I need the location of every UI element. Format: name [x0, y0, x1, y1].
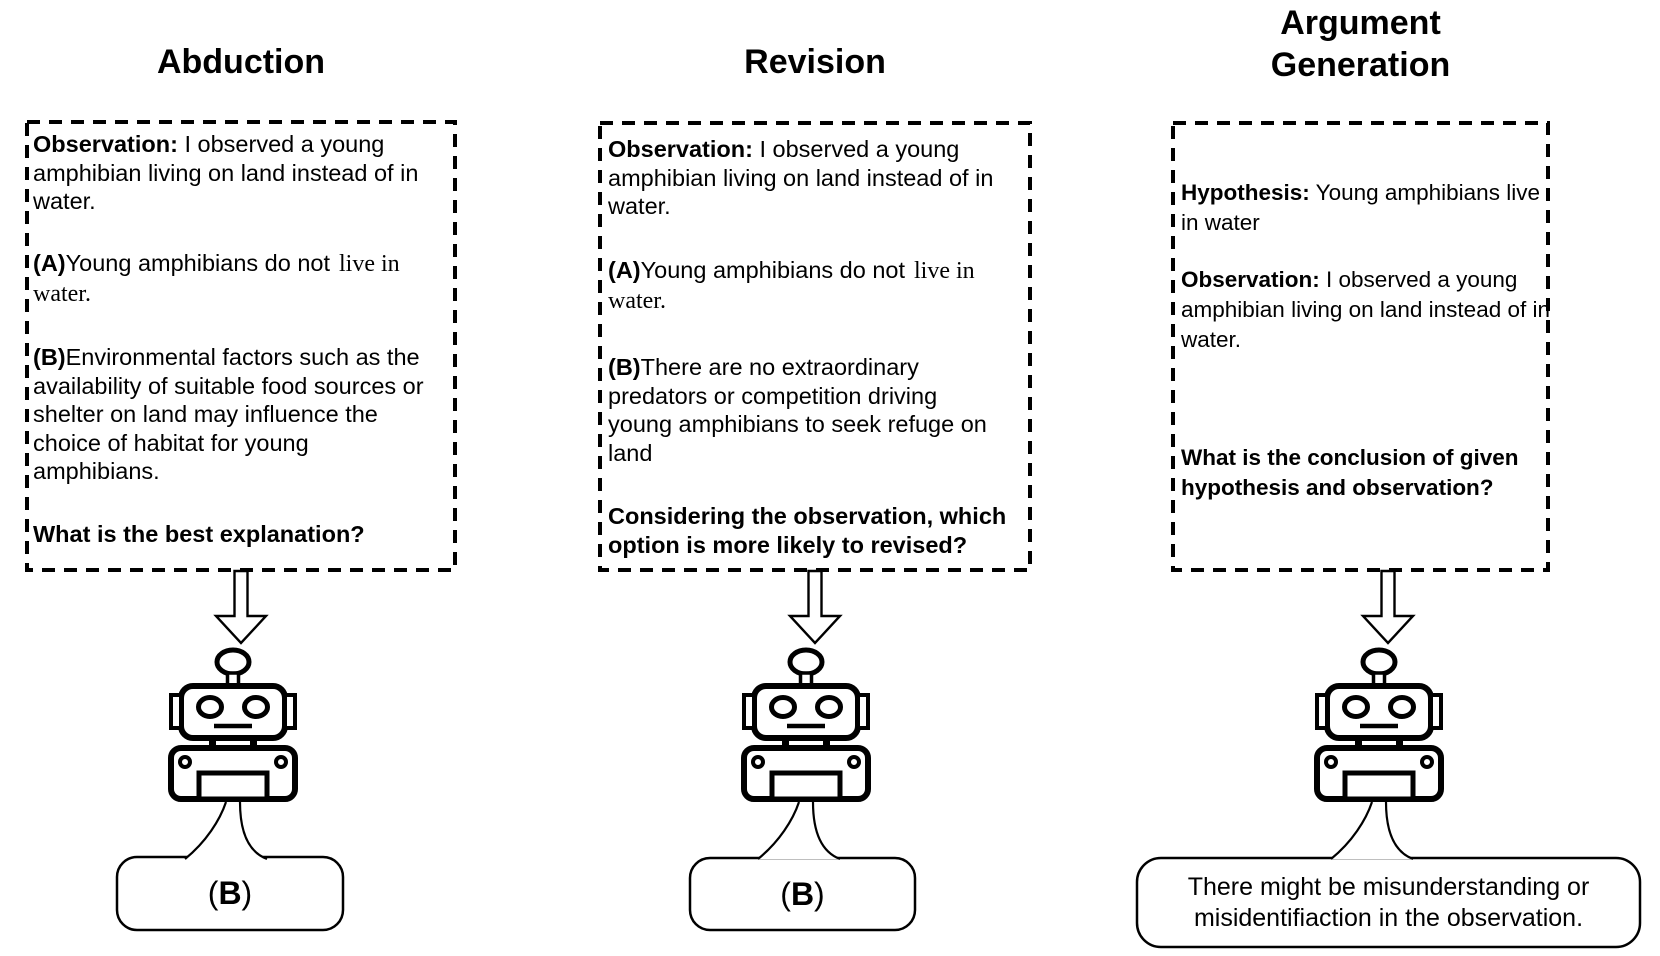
revision-observation-text — [608, 135, 993, 221]
answer-line: There might be misunderstanding or — [1187, 872, 1590, 901]
paren: ( — [780, 875, 791, 912]
title-line: Revision — [744, 43, 886, 81]
text-line: choice of habitat for young — [33, 429, 309, 456]
text-line: water. — [1181, 327, 1242, 352]
speech-bubble-tail — [758, 802, 840, 859]
paren: ) — [241, 875, 253, 911]
text-line: amphibian living on land instead of in — [608, 164, 994, 191]
argument-hypothesis-text — [1181, 178, 1540, 238]
text-line: availability of suitable food sources or — [33, 372, 424, 399]
text-line: Considering the observation, which — [608, 503, 1007, 529]
abduction-option-b-text — [33, 343, 424, 486]
title-line: Generation — [1270, 46, 1451, 84]
argument-generation-answer — [1137, 858, 1640, 947]
robot-icon — [171, 650, 295, 799]
abduction-answer — [117, 857, 343, 930]
column-title-abduction — [27, 41, 455, 83]
revision-question-text — [608, 502, 1006, 559]
abduction-question-text — [33, 520, 365, 549]
text-line: in water — [1181, 210, 1260, 235]
column-title-argument-generation — [1173, 2, 1548, 86]
answer-letter: B — [790, 875, 815, 912]
abduction-observation-text — [33, 130, 418, 216]
abduction-option-a-text — [33, 249, 400, 308]
text-line: land — [608, 439, 653, 466]
robot-icon — [744, 650, 868, 799]
text-line: Observation: I observed a young — [1181, 267, 1518, 292]
speech-bubble-tail — [185, 802, 267, 859]
argument-observation-text — [1181, 265, 1550, 355]
down-arrow-icon — [790, 571, 840, 643]
revision-answer — [690, 858, 915, 930]
text-line: water. — [33, 188, 96, 214]
text-line: hypothesis and observation? — [1181, 475, 1494, 500]
text-line: predators or competition driving — [608, 382, 938, 409]
text-line: amphibian living on land instead of in — [1181, 297, 1550, 322]
text-line: young amphibians to seek refuge on — [608, 411, 987, 437]
answer-line: misidentifiaction in the observation. — [1193, 903, 1584, 932]
text-line: What is the conclusion of given — [1181, 445, 1519, 470]
text-line: (A)Young amphibians do not live in — [33, 250, 400, 277]
text-line: water. — [33, 280, 91, 307]
speech-bubble-tail — [1331, 802, 1413, 859]
paren: ( — [207, 875, 219, 911]
title-line: Abduction — [156, 43, 326, 81]
text-line: option is more likely to revised? — [608, 531, 968, 558]
text-line: shelter on land may influence the — [33, 401, 378, 427]
text-line: Observation: I observed a young — [33, 131, 385, 157]
text-line: (B)Environmental factors such as the — [33, 344, 420, 370]
text-line: (A)Young amphibians do not live in — [608, 257, 975, 284]
revision-option-a-text — [608, 256, 975, 315]
text-line: Observation: I observed a young — [608, 136, 960, 162]
text-line: Hypothesis: Young amphibians live — [1181, 180, 1540, 205]
down-arrow-icon — [216, 571, 266, 643]
text-line: amphibians. — [33, 458, 160, 484]
argument-question-text — [1181, 443, 1519, 503]
text-line: water. — [608, 193, 671, 219]
text-line: (B)There are no extraordinary — [608, 354, 919, 380]
answer-letter: B — [218, 875, 242, 911]
text-line: water. — [608, 287, 666, 314]
revision-option-b-text — [608, 353, 987, 467]
down-arrow-icon — [1363, 571, 1413, 643]
text-line: amphibian living on land instead of in — [33, 159, 419, 186]
column-title-revision — [600, 41, 1030, 83]
paren: ) — [814, 875, 825, 912]
text-line: What is the best explanation? — [33, 521, 365, 547]
robot-icon — [1317, 650, 1441, 799]
title-line: Argument — [1280, 4, 1441, 42]
